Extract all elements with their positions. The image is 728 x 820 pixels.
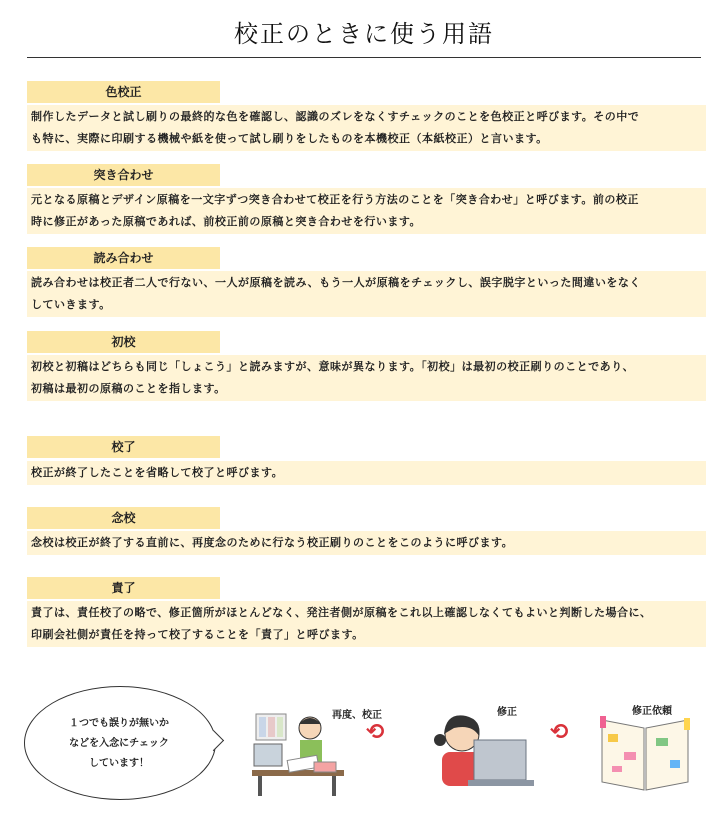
marked-up-book-illustration	[598, 712, 694, 794]
section-line: 初校と初稿はどちらも同じ「しょこう」と読みますが、意味が異なります。「初校」は最初の校正刷りのことであり、	[31, 360, 635, 373]
section-body-color-proof	[27, 105, 706, 151]
section-line: 印刷会社側が責任を持って校了することを「責了」と呼びます。	[31, 628, 364, 641]
section-heading-responsible-complete: 責了	[27, 577, 220, 599]
section-line: 時に修正があった原稿であれば、前校正前の原稿と突き合わせを行います。	[31, 215, 422, 228]
page-title: 校正のときに使う用語	[234, 20, 494, 48]
section-body-collation	[27, 188, 706, 234]
editor-at-laptop-illustration	[432, 712, 542, 794]
section-heading-proof-complete: 校了	[27, 436, 220, 458]
section-body-final-check	[27, 531, 706, 555]
section-body-read-aloud	[27, 271, 706, 317]
bubble-line: １つでも誤りが無いか	[69, 718, 169, 729]
section-line: 初稿は最初の原稿のことを指します。	[31, 382, 226, 395]
section-line: 責了は、責任校了の略で、修正箇所がほとんどなく、発注者側が原稿をこれ以上確認しなくてもよいと判断した場合に、	[31, 606, 652, 619]
section-heading-final-check: 念校	[27, 507, 220, 529]
caption-request: 修正依頼	[632, 706, 672, 717]
section-heading-first-proof: 初校	[27, 331, 220, 353]
section-line: 念校は校正が終了する直前に、再度念のために行なう校正刷りのことをこのように呼びます。	[31, 536, 514, 549]
section-body-proof-complete	[27, 461, 706, 485]
bubble-line: しています！	[89, 758, 149, 769]
arrow-left-icon: ⟲	[550, 720, 569, 745]
speech-bubble-text	[24, 714, 214, 774]
section-line: 制作したデータと試し刷りの最終的な色を確認し、認識のズレをなくすチェックのことを色校正と呼びます。その中で	[31, 110, 640, 123]
section-line: 校正が終了したことを省略して校了と呼びます。	[31, 466, 284, 479]
section-heading-collation: 突き合わせ	[27, 164, 220, 186]
section-body-responsible-complete	[27, 601, 706, 647]
section-line: も特に、実際に印刷する機械や紙を使って試し刷りをしたものを本機校正（本紙校正）と言います。	[31, 132, 548, 145]
section-heading-color-proof: 色校正	[27, 81, 220, 103]
section-line: していきます。	[31, 298, 111, 311]
section-line: 元となる原稿とデザイン原稿を一文字ずつ突き合わせて校正を行う方法のことを「突き合わせ」と呼びます。前の校正	[31, 193, 639, 206]
arrow-left-icon: ⟲	[366, 720, 385, 745]
title-divider	[27, 57, 701, 58]
section-line: 読み合わせは校正者二人で行ない、一人が原稿を読み、もう一人が原稿をチェックし、誤字脱字といった間違いをなく	[31, 276, 641, 289]
bubble-line: などを入念にチェック	[69, 738, 169, 749]
section-body-first-proof	[27, 355, 706, 401]
proofreader-at-desk-illustration	[252, 710, 344, 798]
caption-recheck: 再度、校正	[332, 710, 382, 721]
caption-fix: 修正	[497, 707, 517, 718]
section-heading-read-aloud: 読み合わせ	[27, 247, 220, 269]
